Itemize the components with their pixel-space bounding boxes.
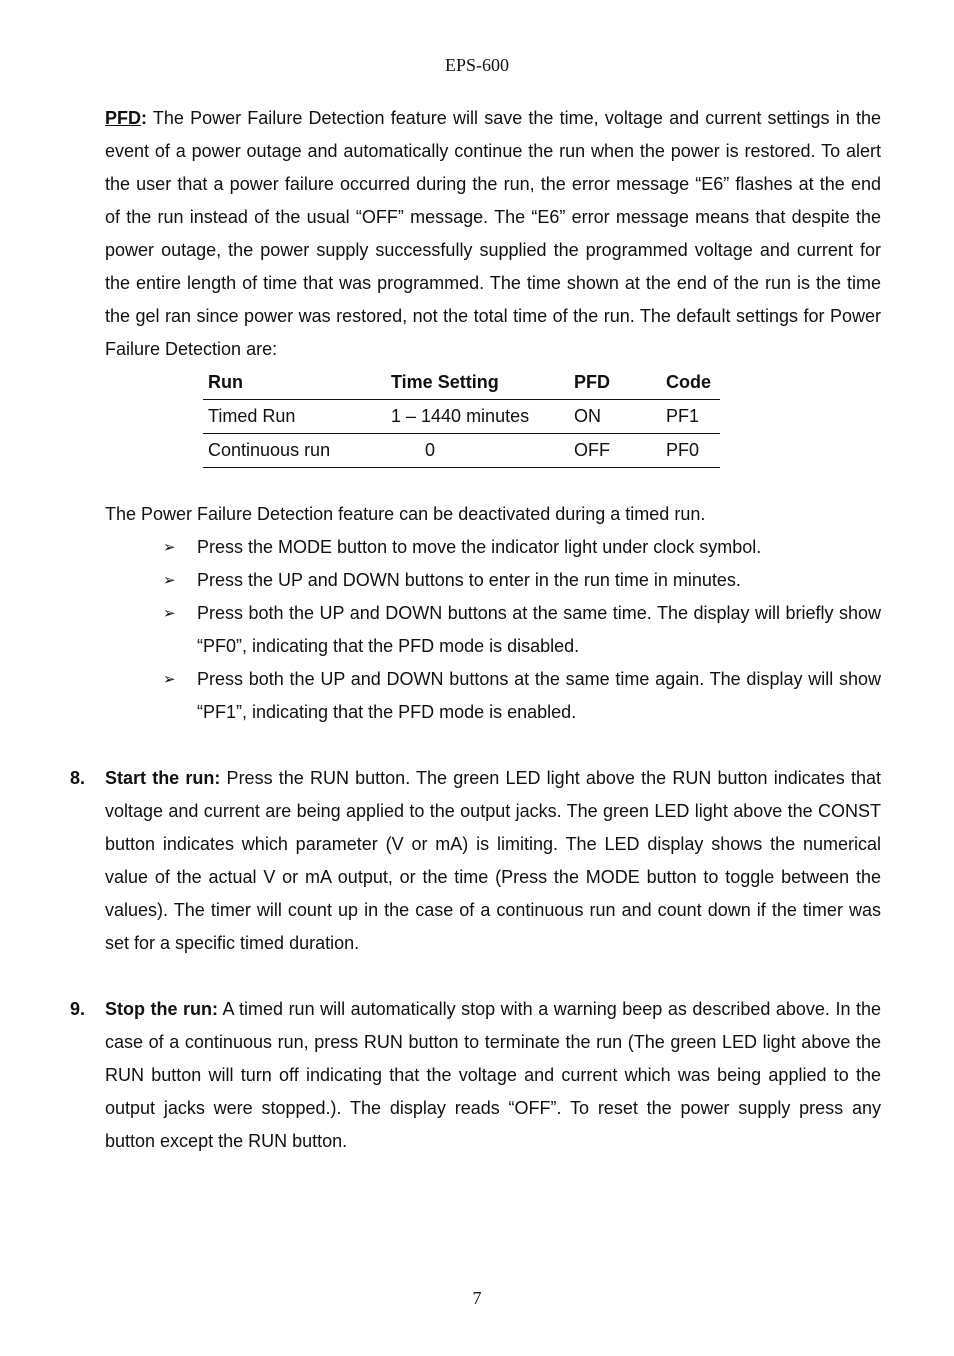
cell-time-setting: 1 – 1440 minutes <box>391 406 530 426</box>
header-run: Run <box>208 372 243 392</box>
deactivate-steps-list <box>163 531 881 729</box>
cell-code: PF0 <box>666 440 700 460</box>
list-item-text: Press the UP and DOWN buttons to enter in the run time in minutes. <box>197 570 741 590</box>
list-item-text: Press both the UP and DOWN buttons at the same time. The display will briefly show “PF0”, indicating that the PFD mode is disabled. <box>197 603 881 656</box>
pfd-colon: : <box>141 108 147 128</box>
header-pfd: PFD <box>574 372 610 392</box>
list-item <box>163 564 881 597</box>
arrowhead-icon: ➢ <box>163 671 176 688</box>
cell-code: PF1 <box>666 406 700 426</box>
pfd-defaults-table <box>203 366 720 468</box>
step-text: Press the RUN button. The green LED light above the RUN button indicates that voltage and current are being applied to the output jacks. The green LED light above the CONST button indicates which parameter (V or mA) is limiting. The LED display shows the numerical value of the actual V or mA output, or the time (Press the MODE button to toggle between the values). The timer will count up in the case of a continuous run and count down if the timer was set for a specific timed duration. <box>105 768 881 953</box>
pfd-label: PFD <box>105 108 141 128</box>
cell-pfd: OFF <box>574 440 610 460</box>
list-item-text: Press the MODE button to move the indicator light under clock symbol. <box>197 537 762 557</box>
header-code: Code <box>666 372 711 392</box>
page-number: 7 <box>472 1288 482 1308</box>
list-item <box>163 597 881 663</box>
arrowhead-icon: ➢ <box>163 539 176 556</box>
cell-run: Continuous run <box>208 440 331 460</box>
arrowhead-icon: ➢ <box>163 572 176 589</box>
pfd-text: The Power Failure Detection feature will save the time, voltage and current settings in the event of a power outage and automatically continue the run when the power is restored. To alert the user that a power failure occurred during the run, the error message “E6” flashes at the end of the run instead of the usual “OFF” message. The “E6” error message means that despite the power outage, the power supply successfully supplied the programmed voltage and current for the entire length of time that was programmed. The time shown at the end of the run is the time the gel ran since power was restored, not the total time of the run. The default settings for Power Failure Detection are: <box>105 108 881 359</box>
table-row <box>203 400 720 434</box>
step-title: Start the run: <box>105 768 221 788</box>
pfd-paragraph <box>105 102 881 366</box>
header-time-setting: Time Setting <box>391 372 499 392</box>
step-title: Stop the run: <box>105 999 218 1019</box>
step-stop-run <box>70 993 881 1158</box>
list-item <box>163 531 881 564</box>
step-start-run <box>70 762 881 960</box>
table-row <box>203 434 720 468</box>
page-header: EPS-600 <box>444 55 509 75</box>
list-item <box>163 663 881 729</box>
table-header-row <box>203 366 720 400</box>
step-text: A timed run will automatically stop with a warning beep as described above. In the case of a continuous run, press RUN button to terminate the run (The green LED light above the RUN button will turn off indicating that the voltage and current which was being applied to the output jacks were stopped.). The display reads “OFF”. To reset the power supply press any button except the RUN button. <box>105 999 881 1151</box>
step-number: 9. <box>70 999 86 1019</box>
arrowhead-icon: ➢ <box>163 605 176 622</box>
step-number: 8. <box>70 768 86 788</box>
cell-time-setting: 0 <box>424 440 435 460</box>
deactivate-intro: The Power Failure Detection feature can be deactivated during a timed run. <box>105 504 706 524</box>
cell-run: Timed Run <box>208 406 296 426</box>
cell-pfd: ON <box>574 406 601 426</box>
list-item-text: Press both the UP and DOWN buttons at the same time again. The display will show “PF1”, indicating that the PFD mode is enabled. <box>197 669 881 722</box>
